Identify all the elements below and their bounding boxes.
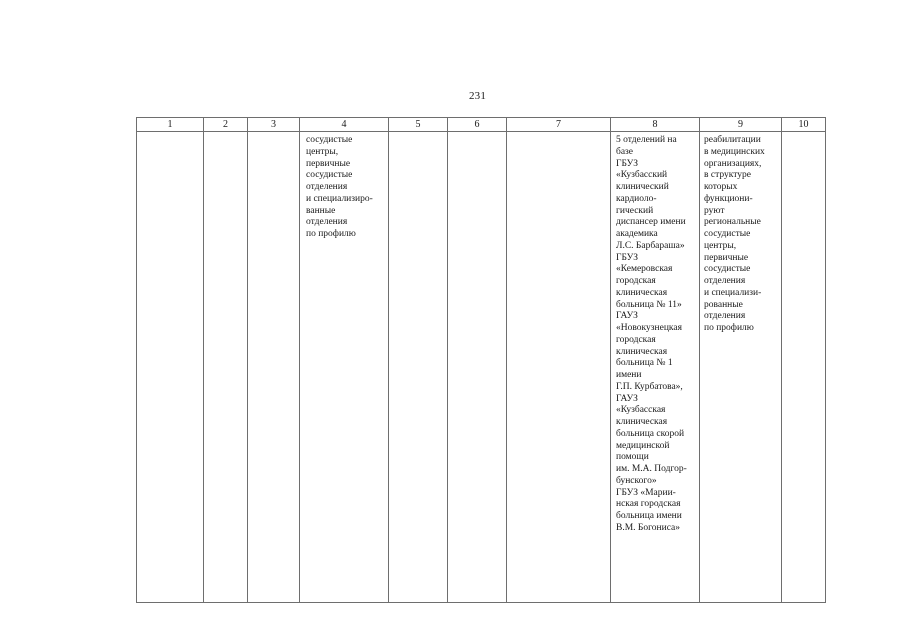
table-cell-8: 5 отделений на базе ГБУЗ «Кузбасский клинический кардиоло- гический диспансер имени академика Л.С. Барбараша» ГБУЗ «Кемеровская городская клиническая больница № 11» ГАУЗ «Новокузнецкая городская клиническая больница № 1 имени Г.П. Курбатова», ГАУЗ «Кузбасская клиническая больница скорой медицинской помощи им. М.А. Подгор- бунского» ГБУЗ «Марии- нская городская больница имени В.М. Богониса» [611, 132, 700, 603]
table-cell-4: сосудистые центры, первичные сосудистые отделения и специализиро- ванные отделения по профилю [300, 132, 389, 603]
table-cell-9: реабилитации в медицинских организациях, в структуре которых функциони- руют региональные сосудистые центры, первичные сосудистые отделения и специализи- рованные отделения по профилю [700, 132, 782, 603]
table-cell-3 [248, 132, 300, 603]
data-table [136, 117, 826, 603]
column-header-10: 10 [782, 118, 826, 132]
column-header-8: 8 [611, 118, 700, 132]
page-number: 231 [468, 90, 487, 102]
table-cell-1 [137, 132, 204, 603]
table-cell-6 [448, 132, 507, 603]
table-cell-7 [507, 132, 611, 603]
table-header-row [137, 118, 826, 132]
column-header-9: 9 [700, 118, 782, 132]
column-header-2: 2 [204, 118, 248, 132]
column-header-5: 5 [389, 118, 448, 132]
table-cell-10 [782, 132, 826, 603]
table-cell-2 [204, 132, 248, 603]
column-header-3: 3 [248, 118, 300, 132]
table-cell-5 [389, 132, 448, 603]
column-header-7: 7 [507, 118, 611, 132]
table-row [137, 132, 826, 603]
column-header-1: 1 [137, 118, 204, 132]
column-header-6: 6 [448, 118, 507, 132]
column-header-4: 4 [300, 118, 389, 132]
